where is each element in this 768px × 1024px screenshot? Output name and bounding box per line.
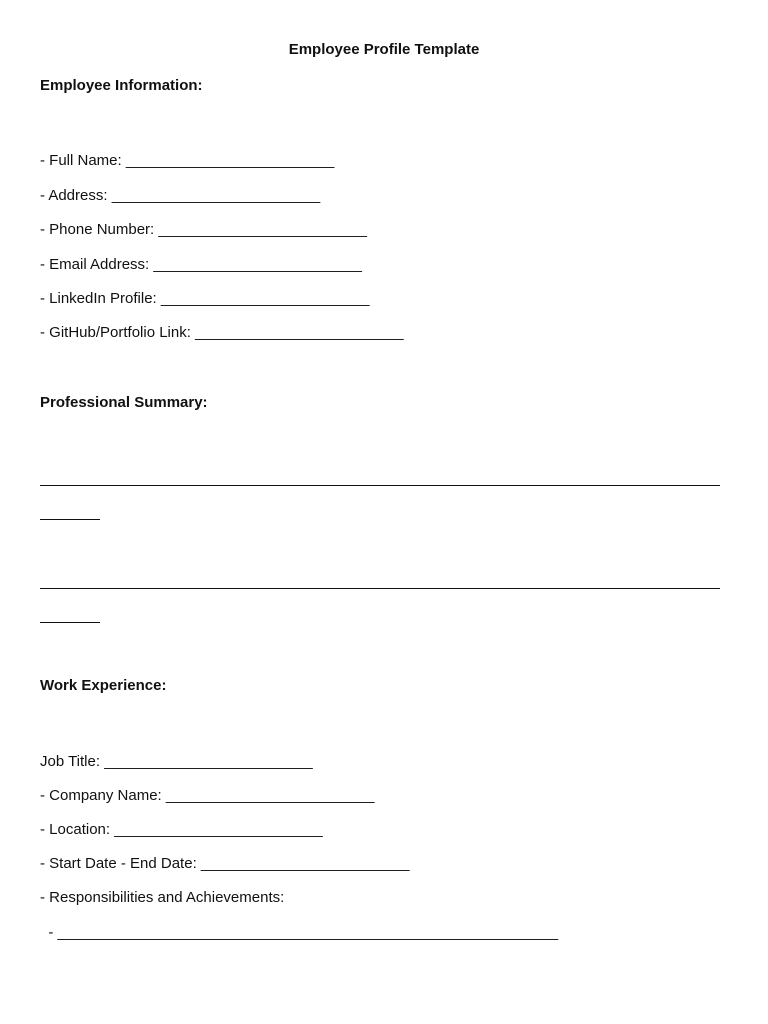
field-email-address: - Email Address: _________________________ (40, 256, 362, 273)
field-full-name: - Full Name: _________________________ (40, 152, 335, 169)
page-title: Employee Profile Template (288, 41, 480, 58)
field-responsibility-item: - ____________________________________________________________ (40, 924, 559, 941)
field-company-name: - Company Name: _________________________ (40, 787, 375, 804)
summary-blank-line-2-continuation (40, 622, 100, 623)
section-heading-employee-information: Employee Information: (40, 77, 203, 94)
section-heading-professional-summary: Professional Summary: (40, 394, 208, 411)
field-job-title: Job Title: _________________________ (40, 753, 313, 770)
summary-blank-line-2 (40, 588, 720, 589)
field-address: - Address: _________________________ (40, 187, 321, 204)
field-responsibilities-achievements: - Responsibilities and Achievements: (40, 889, 285, 906)
field-linkedin-profile: - LinkedIn Profile: _________________________ (40, 290, 370, 307)
field-github-portfolio-link: - GitHub/Portfolio Link: _________________________ (40, 324, 404, 341)
field-start-end-date: - Start Date - End Date: _________________________ (40, 855, 410, 872)
field-phone-number: - Phone Number: _________________________ (40, 221, 367, 238)
summary-blank-line-1-continuation (40, 519, 100, 520)
section-heading-work-experience: Work Experience: (40, 677, 167, 694)
field-location: - Location: _________________________ (40, 821, 323, 838)
summary-blank-line-1 (40, 485, 720, 486)
